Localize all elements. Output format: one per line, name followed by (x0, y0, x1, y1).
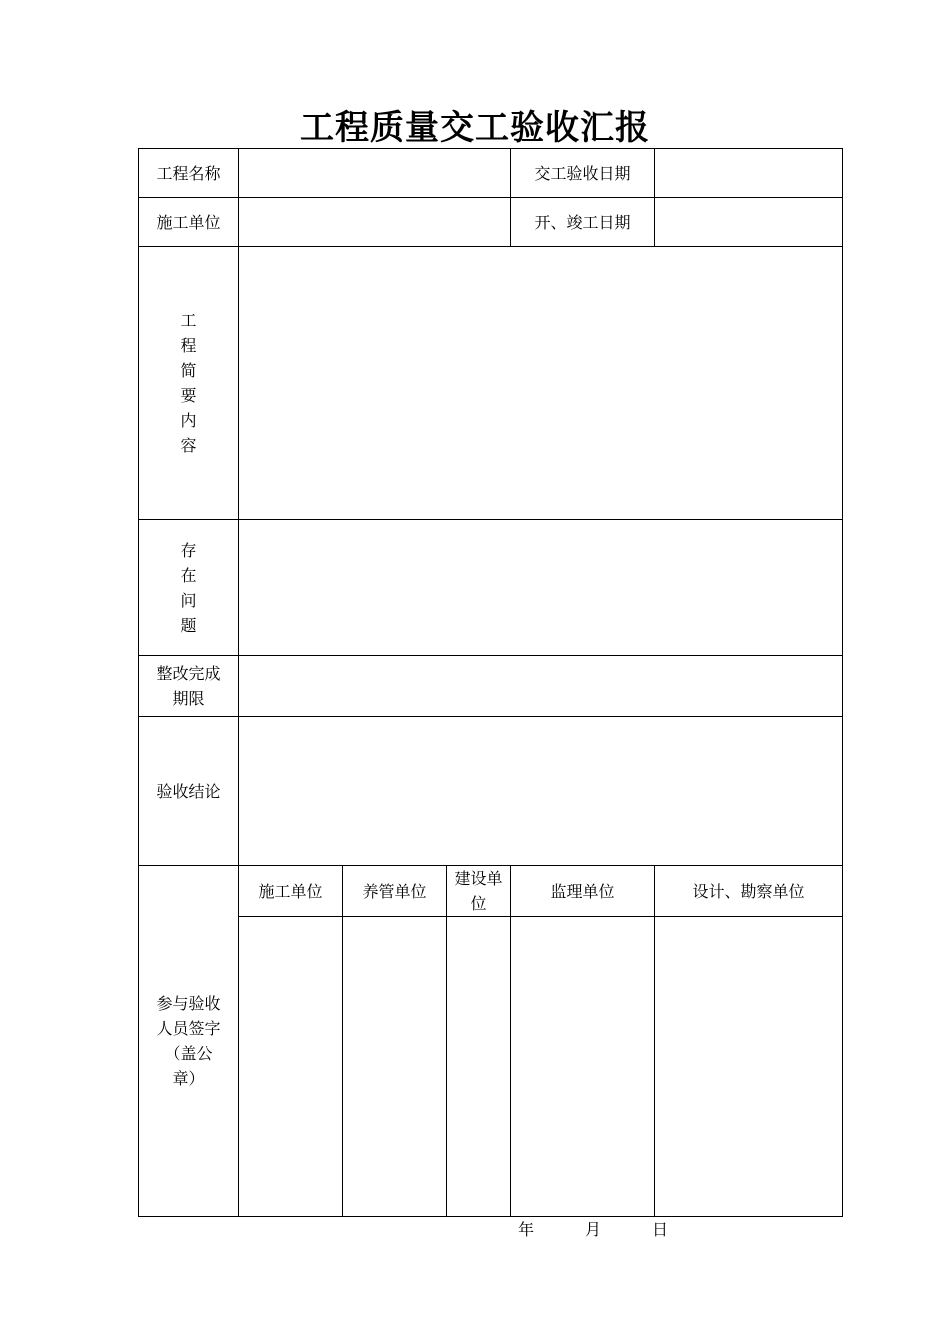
conclusion-field[interactable] (239, 717, 843, 866)
conclusion-label: 验收结论 (139, 717, 239, 866)
signature-field-contractor[interactable] (239, 917, 343, 1217)
acceptance-form-table (138, 148, 843, 1217)
row-signatures (139, 917, 843, 1217)
signature-label: 参与验收人员签字（盖公章） (139, 866, 239, 1217)
acceptance-date-field[interactable] (655, 149, 843, 198)
unit-header-contractor: 施工单位 (239, 866, 343, 917)
problems-label: 存 在 问 题 (139, 520, 239, 656)
row-unit-headers (139, 866, 843, 917)
brief-content-label: 工 程 简 要 内 容 (139, 247, 239, 520)
document-title: 工程质量交工验收汇报 (300, 108, 650, 148)
signature-field-design-survey[interactable] (655, 917, 843, 1217)
start-end-date-label: 开、竣工日期 (511, 198, 655, 247)
unit-header-supervision: 监理单位 (511, 866, 655, 917)
contractor-field[interactable] (239, 198, 511, 247)
row-rectification (139, 656, 843, 717)
row-problems (139, 520, 843, 656)
project-name-label: 工程名称 (139, 149, 239, 198)
row-project-name (139, 149, 843, 198)
rectification-deadline-field[interactable] (239, 656, 843, 717)
day-label: 日 (652, 1220, 669, 1239)
project-name-field[interactable] (239, 149, 511, 198)
unit-header-design-survey: 设计、勘察单位 (655, 866, 843, 917)
row-contractor (139, 198, 843, 247)
month-label: 月 (585, 1220, 602, 1239)
row-conclusion (139, 717, 843, 866)
acceptance-date-label: 交工验收日期 (511, 149, 655, 198)
signature-field-owner[interactable] (447, 917, 511, 1217)
unit-header-owner: 建设单位 (447, 866, 511, 917)
signature-field-maintenance[interactable] (343, 917, 447, 1217)
problems-field[interactable] (239, 520, 843, 656)
unit-header-maintenance: 养管单位 (343, 866, 447, 917)
start-end-date-field[interactable] (655, 198, 843, 247)
year-label: 年 (518, 1220, 535, 1239)
brief-content-field[interactable] (239, 247, 843, 520)
contractor-label: 施工单位 (139, 198, 239, 247)
row-brief-content (139, 247, 843, 520)
rectification-deadline-label: 整改完成期限 (139, 656, 239, 717)
signature-field-supervision[interactable] (511, 917, 655, 1217)
